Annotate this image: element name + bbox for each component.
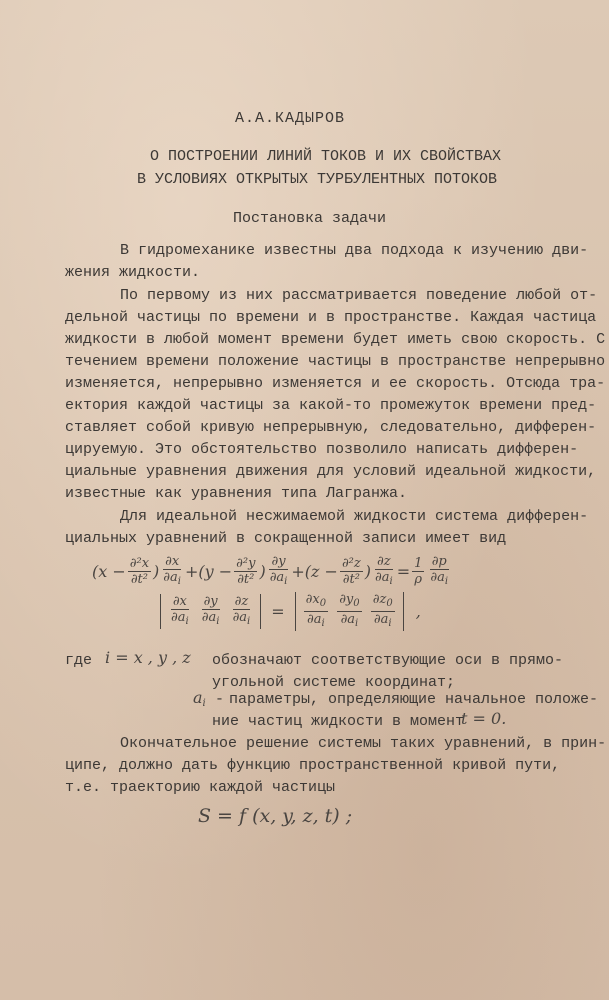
equation-lagrange-1: (x − $\frac{\text{∂²x}}{\text{∂t²}}$ ) $\frac{\partial x}{\partial a_i}$ + (y − $\frac{\text{∂²y}}{\text{∂t²}}$ ) $\frac{\partial y}{\partial a_i}$ + (z − $\frac{\text{∂²z}}{\text{∂t²}}$ ) $\frac{\partial z}{\partial a_i}$ = $\frac{1}{\rho}$ $\frac{\partial p}{\partial a_i}$ (92, 553, 449, 587)
paragraph-3-line-2: циальных уравнений в сокращенной записи имеет вид (65, 530, 507, 547)
where-dash: - (215, 691, 225, 708)
equation-jacobian: $\frac{\partial x}{\partial a_i}$ $\frac{\partial y}{\partial a_i}$ $\frac{\partial z}{\partial a_i}$ = $\frac{\partial x_0}{\partial a_i}$ $\frac{\partial y_0}{\partial a_i}$ $\frac{\partial z_0}{\partial a_i}$ , (160, 586, 421, 636)
where-desc-1-line-1: обозначают соответствующие оси в прямо- (212, 652, 564, 669)
paragraph-2-line-5: изменяется, непрерывно изменяется и ее скорость. Отсюда тра- (65, 375, 606, 392)
paragraph-2-line-7: ставляет собой кривую непрерывную, следовательно, дифферен- (65, 419, 597, 436)
paragraph-2-line-3: жидкости в любой момент времени будет иметь свою скорость. С (65, 331, 606, 348)
title-line-1: О ПОСТРОЕНИИ ЛИНИЙ ТОКОВ И ИХ СВОЙСТВАХ (150, 148, 502, 165)
paragraph-2-line-9: циальные уравнения движения для условий идеальной жидкости, (65, 463, 597, 480)
title-line-2: В УСЛОВИЯХ ОТКРЫТЫХ ТУРБУЛЕНТНЫХ ПОТОКОВ (137, 171, 498, 188)
paragraph-2-line-10: известные как уравнения типа Лагранжа. (65, 485, 408, 502)
where-desc-1-line-2: угольной системе координат; (212, 674, 456, 691)
paragraph-2-line-2: дельной частицы по времени и в пространстве. Каждая частица (65, 309, 597, 326)
paragraph-4-line-2: ципе, должно дать функцию пространственной кривой пути, (65, 757, 561, 774)
paragraph-2-line-8: цируемую. Это обстоятельство позволило написать дифферен- (65, 441, 579, 458)
where-desc-2-line-1: параметры, определяющие начальное положе- (229, 691, 599, 708)
author-name: А.А.КАДЫРОВ (235, 110, 346, 127)
jacobian-right: $\frac{\partial x_0}{\partial a_i}$ $\frac{\partial y_0}{\partial a_i}$ $\frac{\partial z_0}{\partial a_i}$ (295, 592, 404, 631)
equation-trajectory: S = f (x, y, z, t) ; (198, 805, 353, 827)
paragraph-4-line-3: т.е. траекторию каждой частицы (65, 779, 336, 796)
paragraph-1-line-1: В гидромеханике известны два подхода к изучению дви- (120, 242, 589, 259)
where-symbol-params: $a_i$ (193, 688, 206, 709)
paragraph-2-line-6: ектория каждой частицы за какой-то промежуток времени пред- (65, 397, 597, 414)
where-symbol-axes: i = x , y , z (105, 648, 191, 667)
where-word: где (65, 652, 93, 669)
paragraph-2-line-1: По первому из них рассматривается поведение любой от- (120, 287, 598, 304)
where-desc-2-line-2: ние частиц жидкости в момент (212, 713, 465, 730)
paragraph-1-line-2: жения жидкости. (65, 264, 201, 281)
section-heading: Постановка задачи (233, 210, 387, 227)
where-moment: t = 0. (461, 709, 507, 728)
paragraph-3-line-1: Для идеальной несжимаемой жидкости система дифферен- (120, 508, 589, 525)
jacobian-left: $\frac{\partial x}{\partial a_i}$ $\frac{\partial y}{\partial a_i}$ $\frac{\partial z}{\partial a_i}$ (160, 594, 261, 629)
paragraph-4-line-1: Окончательное решение системы таких уравнений, в прин- (120, 735, 607, 752)
paragraph-2-line-4: течением времени положение частицы в пространстве непрерывно (65, 353, 606, 370)
